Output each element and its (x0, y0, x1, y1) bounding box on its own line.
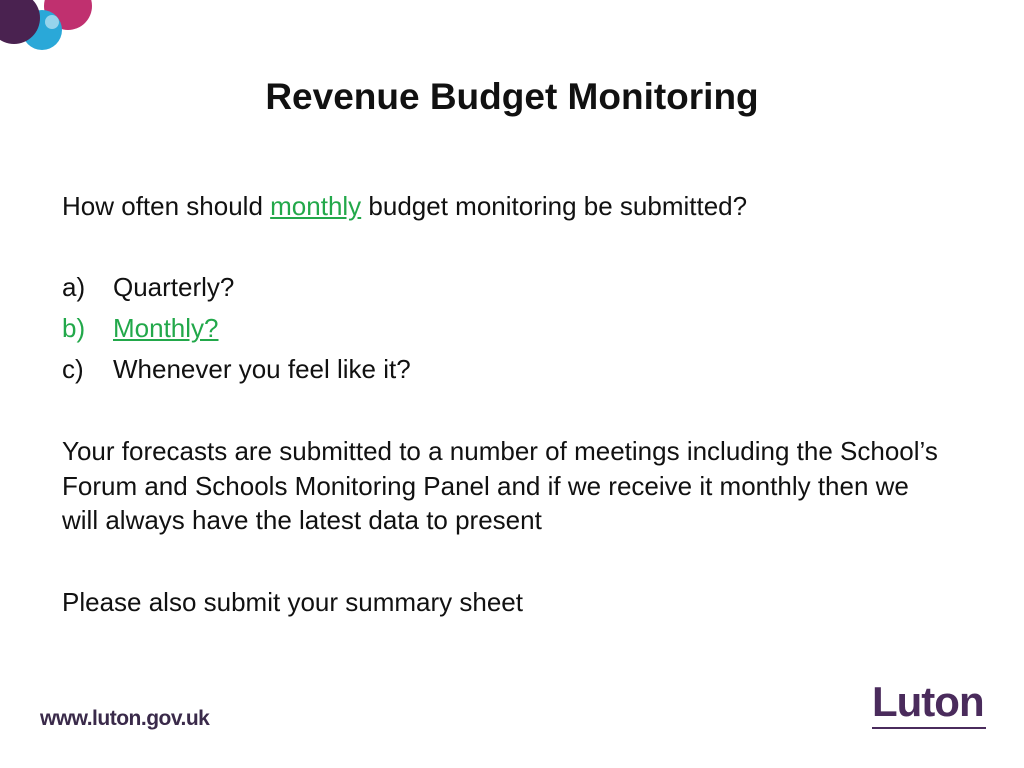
option-text: Quarterly? (113, 272, 235, 302)
option-text: Whenever you feel like it? (113, 354, 411, 384)
brand-underline (872, 727, 986, 729)
answer-options (62, 270, 411, 393)
question-text-before: How often should (62, 191, 271, 221)
question-highlight: monthly (270, 191, 362, 221)
option-b (62, 311, 411, 352)
question (62, 189, 747, 223)
option-a (62, 270, 411, 311)
corner-logo (0, 0, 100, 62)
brand-logo (872, 678, 986, 729)
logo-highlight (45, 15, 59, 29)
reminder-text: Please also submit your summary sheet (62, 587, 523, 617)
footer-url: www.luton.gov.uk (40, 707, 210, 730)
brand-wordmark: Luton (872, 678, 984, 725)
question-text-after: budget monitoring be submitted? (361, 191, 748, 221)
page-title: Revenue Budget Monitoring (265, 76, 759, 117)
option-letter: c) (62, 354, 84, 384)
option-c (62, 352, 411, 393)
option-letter: a) (62, 272, 86, 302)
option-letter: b) (62, 313, 86, 343)
explanation-paragraph: Your forecasts are submitted to a number of meetings including the School’s Forum and Schools Monitoring Panel and if we receive it monthly then we will always have the latest data to present (62, 436, 938, 535)
option-text: Monthly? (113, 313, 219, 343)
